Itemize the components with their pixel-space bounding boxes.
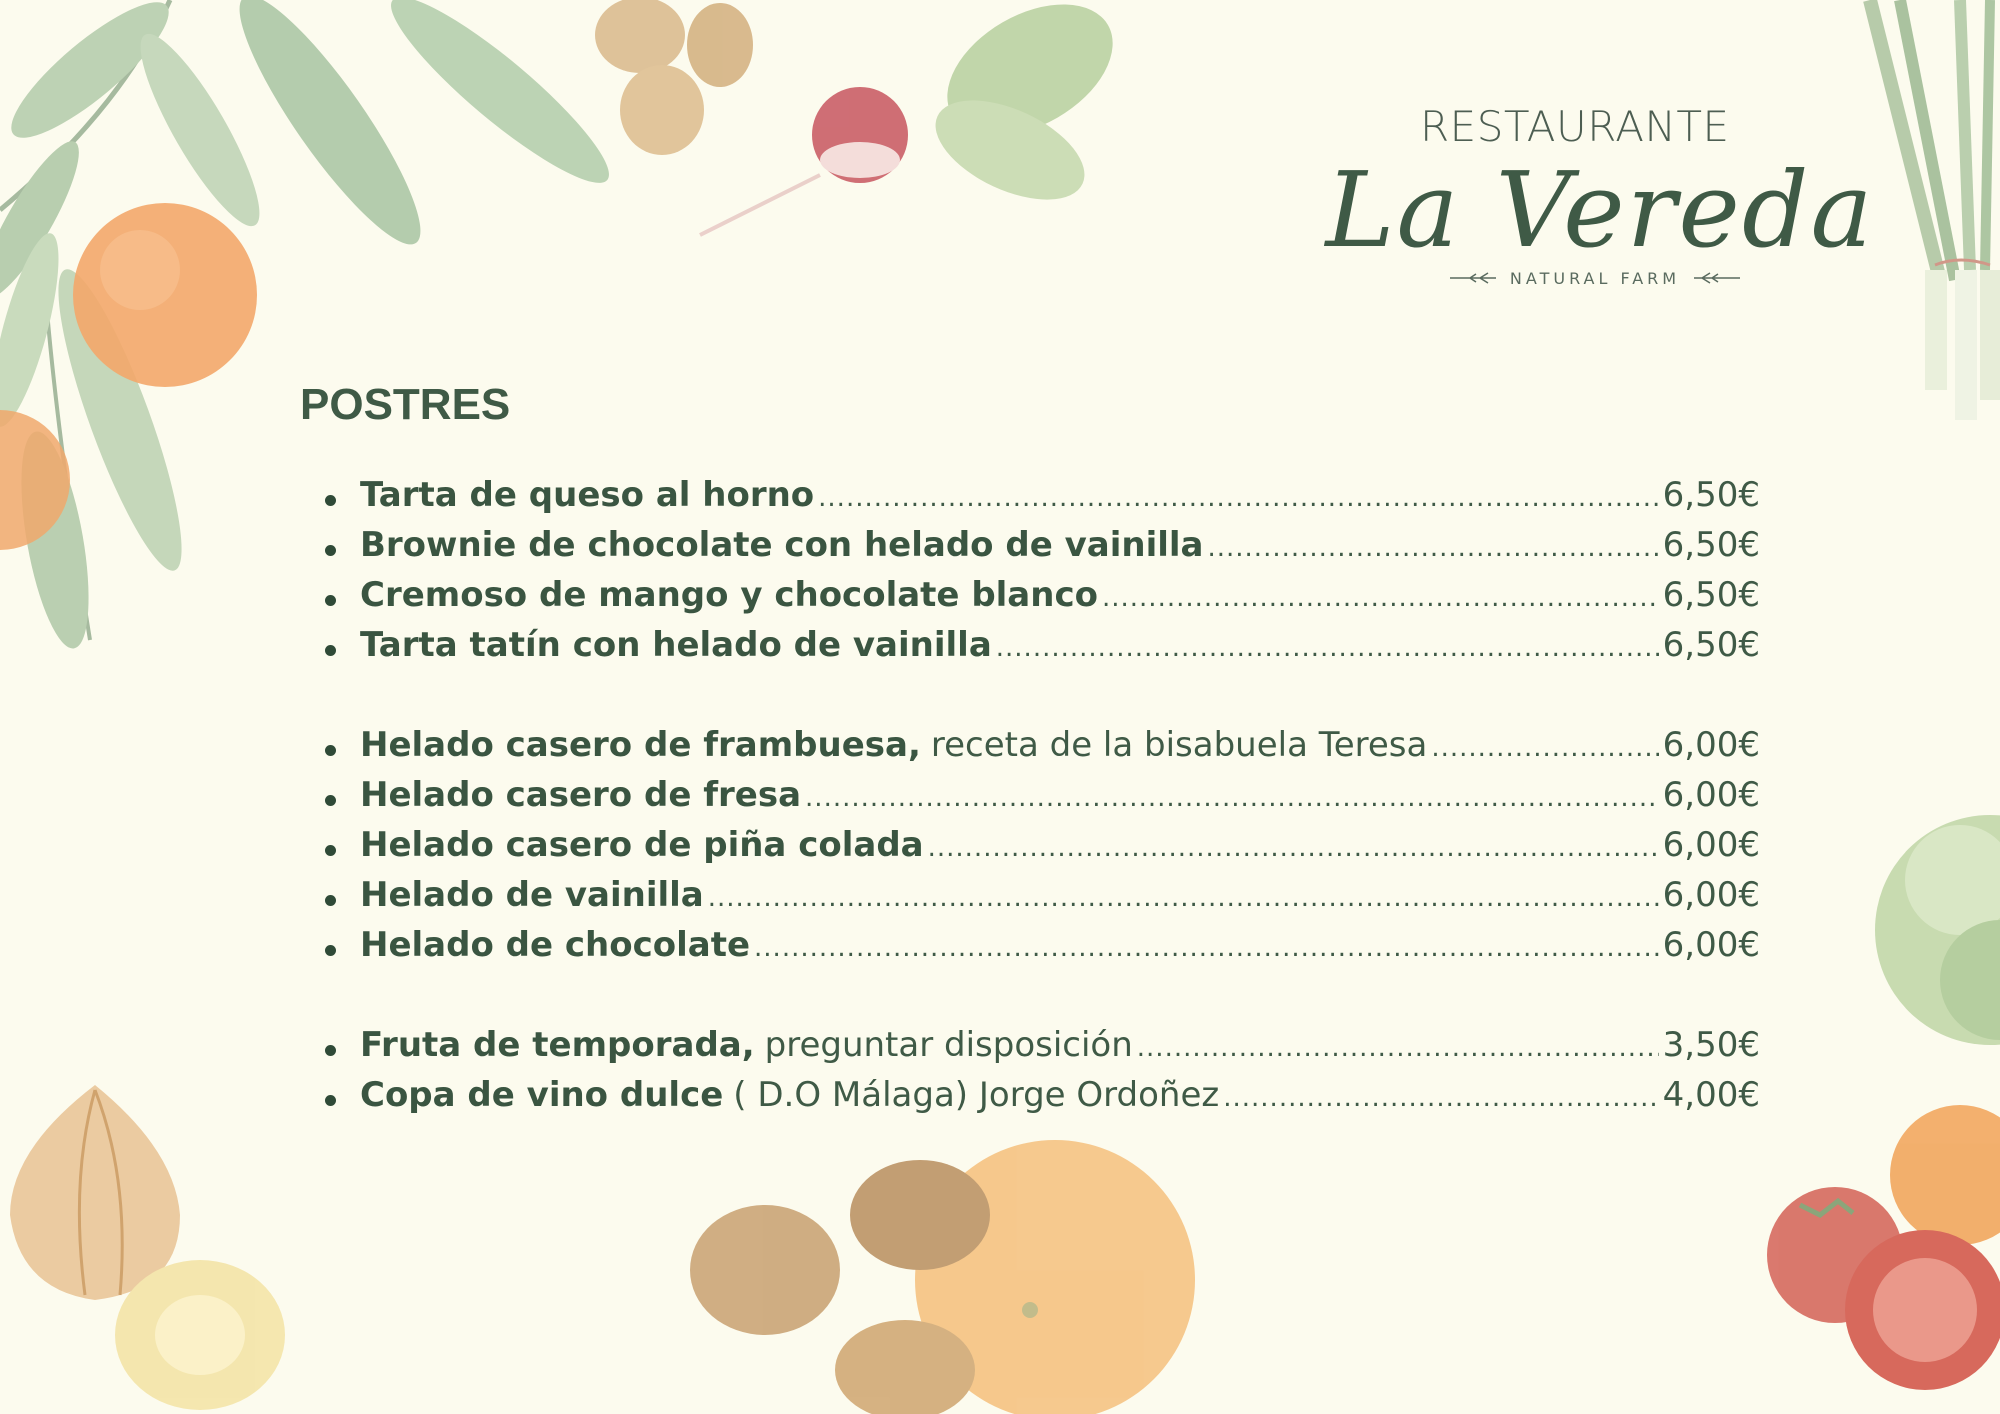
menu-item <box>320 725 1760 775</box>
menu-item <box>320 925 1760 975</box>
item-description: receta de la bisabuela Teresa <box>930 725 1428 765</box>
item-price: 4,00€ <box>1662 1075 1760 1115</box>
bullet-icon <box>325 795 336 806</box>
logo-name: La Vereda <box>1325 149 1875 271</box>
item-price: 6,50€ <box>1662 625 1760 665</box>
sprig-left-icon <box>1450 271 1496 285</box>
menu-item <box>320 525 1760 575</box>
dot-leader <box>996 633 1659 663</box>
item-price: 6,50€ <box>1662 525 1760 565</box>
item-price: 6,00€ <box>1662 725 1760 765</box>
sprig-right-icon <box>1694 271 1740 285</box>
bullet-icon <box>325 545 336 556</box>
dot-leader <box>1207 533 1658 563</box>
item-name: Fruta de temporada, <box>360 1025 755 1065</box>
item-name: Cremoso de mango y chocolate blanco <box>360 575 1098 615</box>
logo-tagline-row <box>1430 266 1760 290</box>
tomato-icon <box>1767 1105 2000 1390</box>
menu-item <box>320 575 1760 625</box>
dessert-menu <box>320 475 1760 1175</box>
item-name: Helado casero de piña colada <box>360 825 924 865</box>
logo-prefix: RESTAURANTE <box>1420 102 1730 151</box>
radish-icon <box>700 0 1135 235</box>
item-name: Helado de vainilla <box>360 875 704 915</box>
dot-leader <box>754 933 1659 963</box>
item-name: Brownie de chocolate con helado de vainilla <box>360 525 1204 565</box>
potato-icon <box>595 0 753 155</box>
logo-tagline: NATURAL FARM <box>1509 268 1681 288</box>
item-price: 6,00€ <box>1662 825 1760 865</box>
menu-item <box>320 775 1760 825</box>
menu-item <box>320 1075 1760 1125</box>
menu-item <box>320 625 1760 675</box>
item-price: 6,00€ <box>1662 925 1760 965</box>
bullet-icon <box>325 845 336 856</box>
cabbage-icon <box>1875 815 2000 1045</box>
menu-item <box>320 475 1760 525</box>
item-name: Helado de chocolate <box>360 925 751 965</box>
item-description: ( D.O Málaga) Jorge Ordoñez <box>733 1075 1220 1115</box>
bullet-icon <box>325 495 336 506</box>
item-price: 3,50€ <box>1662 1025 1760 1065</box>
dot-leader <box>1137 1033 1659 1063</box>
item-name: Helado casero de fresa <box>360 775 802 815</box>
item-description: preguntar disposición <box>764 1025 1133 1065</box>
menu-item <box>320 825 1760 875</box>
dot-leader <box>805 783 1659 813</box>
item-name: Tarta tatín con helado de vainilla <box>360 625 992 665</box>
onion-icon <box>10 1085 285 1410</box>
bullet-icon <box>325 745 336 756</box>
item-price: 6,00€ <box>1662 875 1760 915</box>
item-price: 6,50€ <box>1662 475 1760 515</box>
item-price: 6,00€ <box>1662 775 1760 815</box>
bullet-icon <box>325 1045 336 1056</box>
bullet-icon <box>325 595 336 606</box>
bullet-icon <box>325 895 336 906</box>
menu-item <box>320 875 1760 925</box>
menu-group-cakes <box>320 475 1760 675</box>
menu-group-ice-cream <box>320 725 1760 975</box>
dot-leader <box>1431 733 1658 763</box>
section-title: POSTRES <box>300 380 511 429</box>
item-name: Copa de vino dulce <box>360 1075 724 1115</box>
dot-leader <box>708 883 1659 913</box>
bullet-icon <box>325 1095 336 1106</box>
menu-group-other <box>320 1025 1760 1125</box>
bullet-icon <box>325 645 336 656</box>
potato-icon <box>690 1140 1195 1414</box>
item-name: Helado casero de frambuesa, <box>360 725 921 765</box>
dot-leader <box>928 833 1659 863</box>
menu-item <box>320 1025 1760 1075</box>
dot-leader <box>1102 583 1659 613</box>
dot-leader <box>818 483 1659 513</box>
dot-leader <box>1223 1083 1658 1113</box>
item-price: 6,50€ <box>1662 575 1760 615</box>
item-name: Tarta de queso al horno <box>360 475 815 515</box>
bullet-icon <box>325 945 336 956</box>
